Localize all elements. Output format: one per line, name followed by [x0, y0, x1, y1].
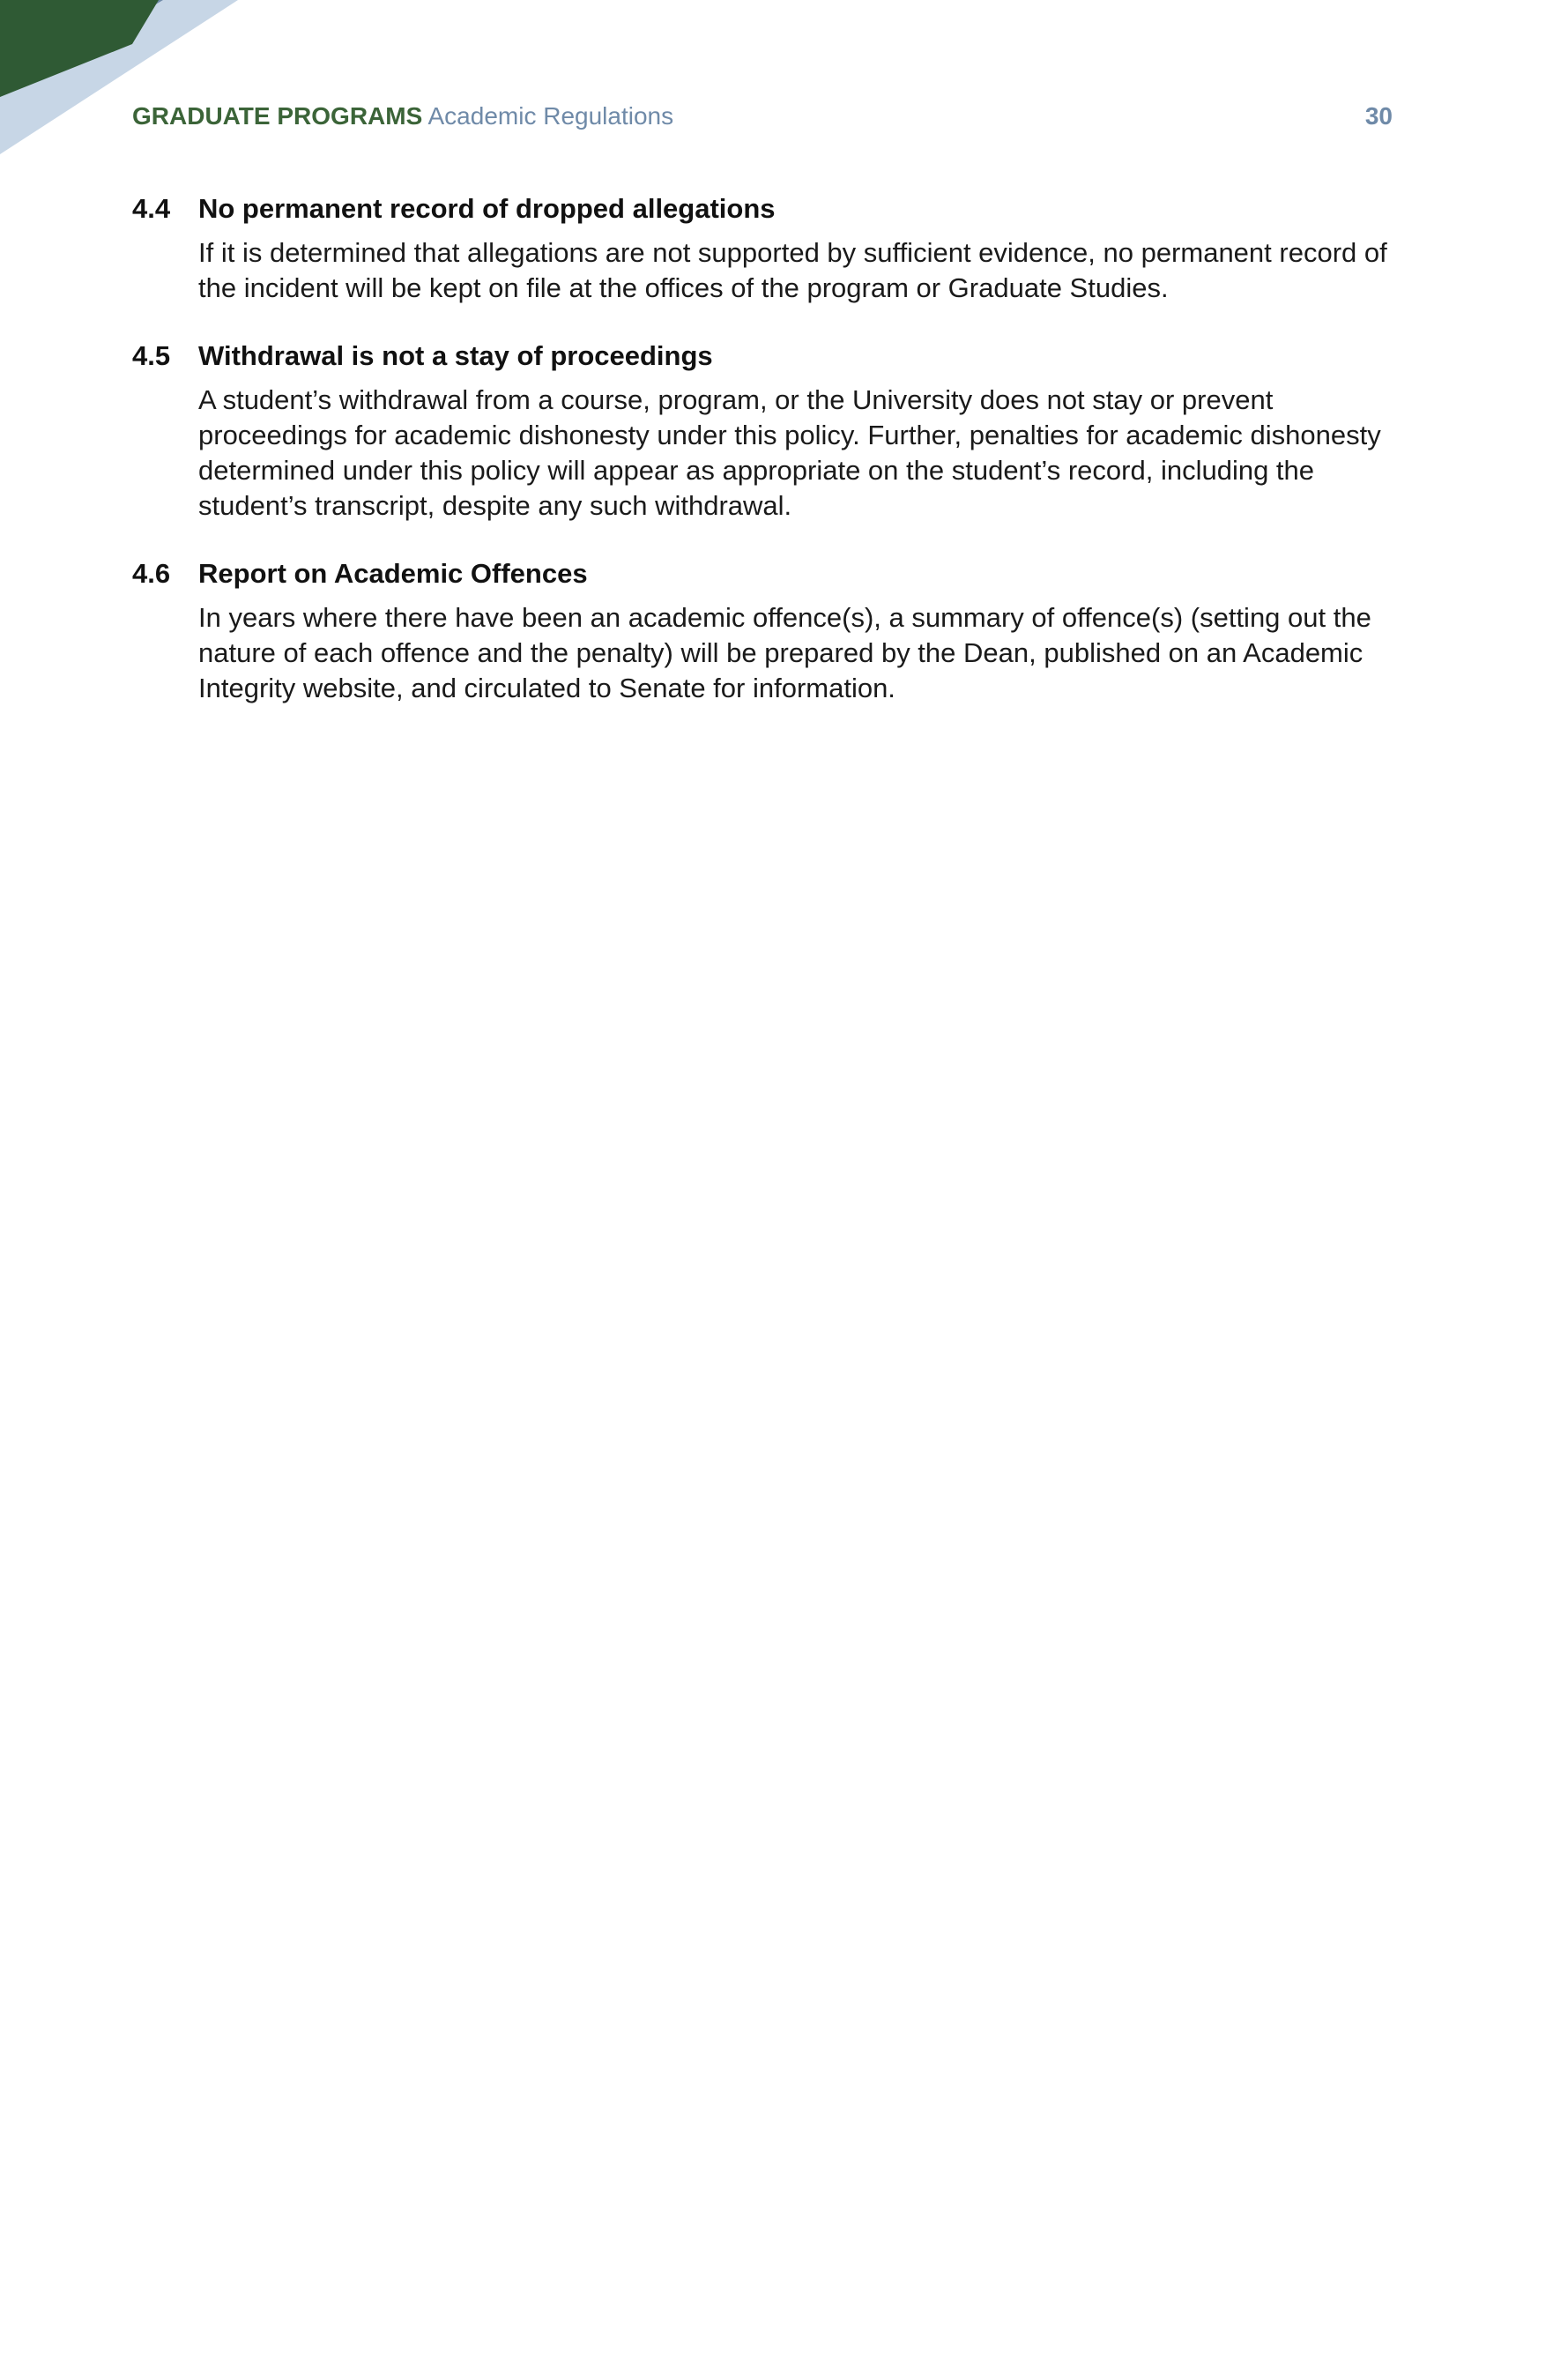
running-header — [132, 99, 1393, 134]
section-number: 4.4 — [132, 193, 171, 224]
section-4-4 — [132, 190, 1419, 306]
header-program: GRADUATE PROGRAMS — [132, 102, 423, 130]
section-number: 4.6 — [132, 558, 171, 589]
section-heading — [132, 554, 1419, 593]
section-number: 4.5 — [132, 340, 171, 371]
page-number: 30 — [1364, 102, 1393, 130]
section-4-5 — [132, 337, 1419, 524]
section-body: A student’s withdrawal from a course, program, or the University does not stay or prevent proceedings for academic dishonesty under this policy. Further, penalties for academic dishonesty determined under this policy will appear as appropriate on the student’s record, including the student’s transcript, despite any such withdrawal. — [198, 384, 1381, 521]
document-content — [132, 190, 1419, 737]
corner-decoration — [0, 0, 264, 167]
section-title: Report on Academic Offences — [198, 558, 588, 589]
section-body: In years where there have been an academic offence(s), a summary of offence(s) (setting out the nature of each offence and the penalty) will be prepared by the Dean, published on an Academic Integrity website, and circulated to Senate for information. — [198, 602, 1371, 703]
section-heading — [132, 190, 1419, 228]
section-heading — [132, 337, 1419, 376]
section-body: If it is determined that allegations are not supported by sufficient evidence, no permanent record of the incident will be kept on file at the offices of the program or Graduate Studies. — [198, 237, 1387, 303]
section-title: No permanent record of dropped allegations — [198, 193, 776, 224]
section-4-6 — [132, 554, 1419, 706]
section-title: Withdrawal is not a stay of proceedings — [198, 340, 713, 371]
header-section: Academic Regulations — [427, 102, 674, 130]
